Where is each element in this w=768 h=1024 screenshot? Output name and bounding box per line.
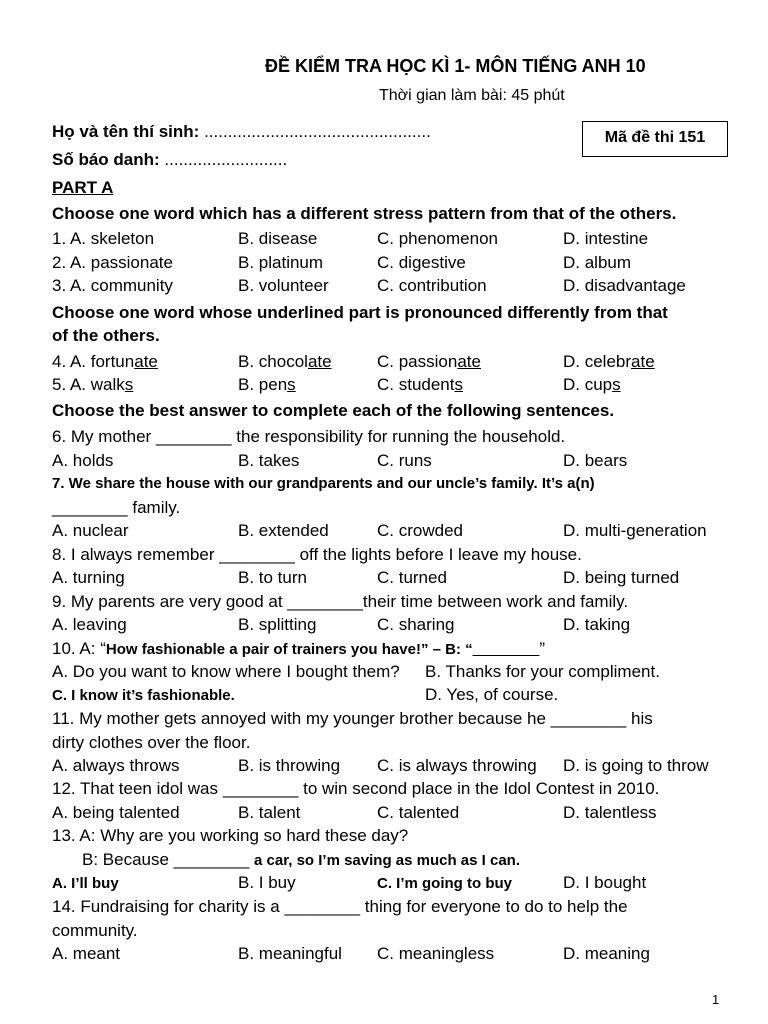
q12-stem: 12. That teen idol was ________ to win second place in the Idol Contest in 2010. [52, 779, 660, 798]
instruction-sentences: Choose the best answer to complete each of the following sentences. [52, 401, 615, 420]
q2-option-d: D. album [563, 253, 632, 272]
q11-option-d: D. is going to throw [563, 756, 709, 775]
q11-stem-line2: dirty clothes over the floor. [52, 733, 251, 752]
page-number: 1 [712, 992, 720, 1007]
q12-option-c: C. talented [377, 803, 460, 822]
q1-option-d: D. intestine [563, 229, 649, 248]
part-heading: PART A [52, 178, 114, 197]
q2-option-c: C. digestive [377, 253, 466, 272]
q3-option-b: B. volunteer [238, 276, 329, 295]
q11-option-c: C. is always throwing [377, 756, 537, 775]
q8-option-a: A. turning [52, 568, 125, 587]
q6-option-c: C. runs [377, 451, 432, 470]
q3-option-a: 3. A. community [52, 276, 173, 295]
q7-option-a: A. nuclear [52, 521, 129, 540]
q4-option-a: 4. A. fortunate [52, 352, 158, 371]
q12-option-a: A. being talented [52, 803, 180, 822]
candidate-name-dots: ................................................ [204, 122, 431, 141]
q13-option-a: A. I’ll buy [52, 875, 119, 892]
q8-option-c: C. turned [377, 568, 447, 587]
q6-option-d: D. bears [563, 451, 628, 470]
q5-option-b: B. pens [238, 375, 296, 394]
q13-stem-line1: 13. A: Why are you working so hard these day? [52, 826, 409, 845]
q14-option-a: A. meant [52, 944, 121, 963]
q7-option-d: D. multi-generation [563, 521, 707, 540]
instruction-pronunciation-line1: Choose one word whose underlined part is pronounced differently from that [52, 303, 668, 322]
q14-stem-line1: 14. Fundraising for charity is a ________ thing for everyone to do to help the [52, 897, 628, 916]
q11-stem-line1: 11. My mother gets annoyed with my younger brother because he ________ his [52, 709, 653, 728]
q7-stem-line1: 7. We share the house with our grandparents and our uncle’s family. It’s a(n) [52, 475, 595, 492]
q10-option-c: C. I know it’s fashionable. [52, 687, 235, 704]
q6-option-a: A. holds [52, 451, 114, 470]
q9-stem: 9. My parents are very good at ________their time between work and family. [52, 592, 629, 611]
candidate-name-label: Họ và tên thí sinh: [52, 122, 200, 141]
q11-option-a: A. always throws [52, 756, 180, 775]
q2-option-a: 2. A. passionate [52, 253, 173, 272]
q14-option-d: D. meaning [563, 944, 650, 963]
q8-stem: 8. I always remember ________ off the lights before I leave my house. [52, 545, 582, 564]
candidate-number-dots: .......................... [164, 150, 288, 169]
candidate-name-line [52, 122, 431, 142]
q13-stem-line2: B: Because ________ a car, so I’m saving as much as I can. [82, 850, 520, 869]
q12-option-d: D. talentless [563, 803, 657, 822]
q14-option-b: B. meaningful [238, 944, 342, 963]
q7-option-b: B. extended [238, 521, 329, 540]
q14-option-c: C. meaningless [377, 944, 495, 963]
q10-stem: 10. A: “How fashionable a pair of trainers you have!” – B: “________” [52, 639, 546, 658]
q4-option-c: C. passionate [377, 352, 481, 371]
instruction-pronunciation-line2: of the others. [52, 326, 160, 345]
q9-option-a: A. leaving [52, 615, 127, 634]
q2-option-b: B. platinum [238, 253, 324, 272]
q7-option-c: C. crowded [377, 521, 463, 540]
q10-option-b: B. Thanks for your compliment. [425, 662, 660, 681]
q13-option-d: D. I bought [563, 873, 647, 892]
q6-option-b: B. takes [238, 451, 300, 470]
q6-stem: 6. My mother ________ the responsibility for running the household. [52, 427, 566, 446]
q9-option-b: B. splitting [238, 615, 317, 634]
q9-option-c: C. sharing [377, 615, 455, 634]
q13-option-c: C. I’m going to buy [377, 875, 512, 892]
q13-option-b: B. I buy [238, 873, 296, 892]
q10-option-d: D. Yes, of course. [425, 685, 559, 704]
q4-option-b: B. chocolate [238, 352, 332, 371]
q8-option-d: D. being turned [563, 568, 680, 587]
exam-duration: Thời gian làm bài: 45 phút [379, 87, 565, 104]
instruction-stress: Choose one word which has a different stress pattern from that of the others. [52, 204, 677, 223]
exam-title: ĐỀ KIỂM TRA HỌC KÌ 1- MÔN TIẾNG ANH 10 [265, 56, 646, 76]
q7-stem-line2: ________ family. [52, 498, 181, 517]
candidate-number-label: Số báo danh: [52, 150, 160, 169]
q14-stem-line2: community. [52, 921, 138, 940]
q5-option-a: 5. A. walks [52, 375, 134, 394]
exam-code-box: Mã đề thi 151 [582, 121, 728, 157]
q1-option-a: 1. A. skeleton [52, 229, 155, 248]
q12-option-b: B. talent [238, 803, 301, 822]
q3-option-c: C. contribution [377, 276, 487, 295]
q5-option-c: C. students [377, 375, 463, 394]
q11-option-b: B. is throwing [238, 756, 341, 775]
q1-option-c: C. phenomenon [377, 229, 498, 248]
q8-option-b: B. to turn [238, 568, 307, 587]
q1-option-b: B. disease [238, 229, 318, 248]
q4-option-d: D. celebrate [563, 352, 655, 371]
q5-option-d: D. cups [563, 375, 621, 394]
q10-option-a: A. Do you want to know where I bought them? [52, 662, 400, 681]
candidate-number-line [52, 150, 287, 170]
q9-option-d: D. taking [563, 615, 631, 634]
q3-option-d: D. disadvantage [563, 276, 686, 295]
